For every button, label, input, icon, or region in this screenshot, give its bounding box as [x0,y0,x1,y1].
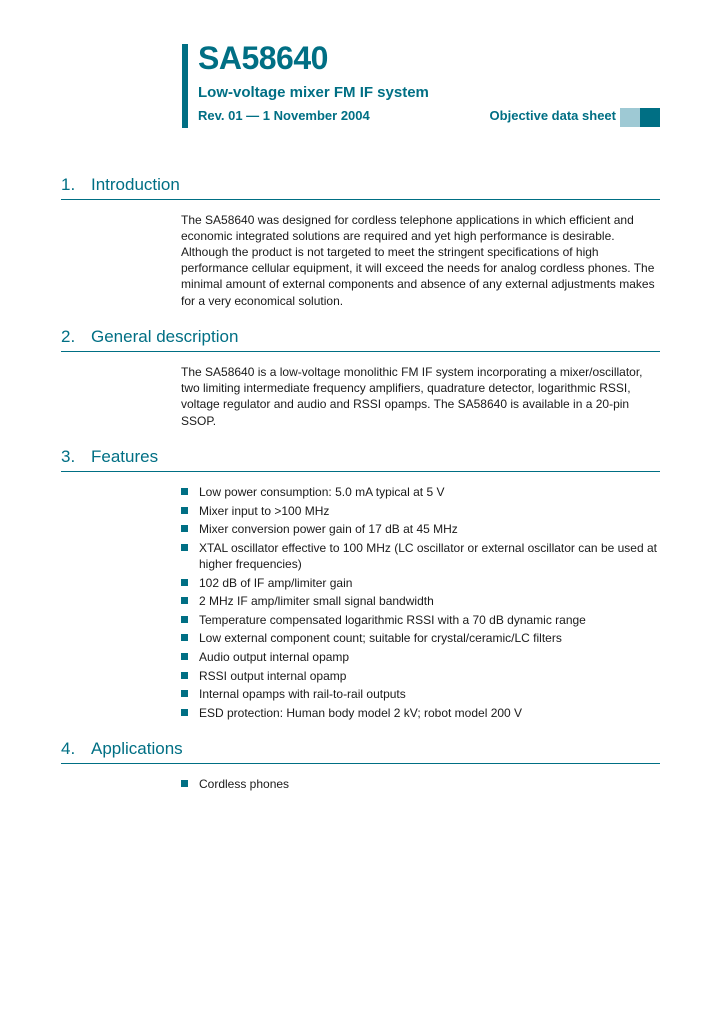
feature-text: RSSI output internal opamp [199,668,347,683]
section-number: 1. [61,175,76,194]
document-title: SA58640 [198,40,328,76]
feature-text: Mixer conversion power gain of 17 dB at 45 MHz [199,522,458,537]
square-bullet-icon [181,690,188,697]
feature-text: Mixer input to >100 MHz [199,503,330,518]
application-text: Cordless phones [199,777,290,791]
feature-text: 102 dB of IF amp/limiter gain [199,575,353,590]
square-bullet-icon [181,579,188,586]
section-introduction-heading [61,175,660,200]
square-bullet-icon [181,709,188,716]
list-item [181,668,661,684]
introduction-paragraph-1: The SA58640 was designed for cordless telephone applications in which efficient and economic integrated solutions are required and yet high performance is desirable. [181,213,634,244]
features-list [181,484,661,723]
list-item [181,575,661,591]
feature-text: Low power consumption: 5.0 mA typical at 5 V [199,485,445,499]
list-item [181,649,661,665]
list-item [181,686,661,702]
section-title: Introduction [91,175,180,194]
header-accent-bar [182,44,188,128]
square-bullet-icon [181,507,188,514]
section-title: Features [91,447,159,466]
document-type: Objective data sheet [489,108,616,123]
feature-text: 2 MHz IF amp/limiter small signal bandwidth [199,594,434,609]
section-general-description-heading [61,327,660,352]
general-description-paragraph: The SA58640 is a low-voltage monolithic FM IF system incorporating a mixer/oscillator, two limiting intermediate frequency amplifiers, quadrature detector, logarithmic RSSI, voltage regulator and audio and RSSI opamps. The SA58640 is available in a 20-pin SSOP. [181,365,643,428]
feature-text: Temperature compensated logarithmic RSSI with a 70 dB dynamic range [199,612,586,627]
section-applications-heading [61,739,660,764]
section-features-heading [61,447,660,472]
introduction-paragraph-2: Although the product is not targeted to meet the stringent specifications of high performance cellular equipment, it will exceed the needs for analog cordless phones. The minimal amount of external components and absence of any external adjustments makes for a very economical solution. [181,245,655,308]
feature-text: Audio output internal opamp [199,649,350,664]
list-item [181,521,661,537]
feature-text: ESD protection: Human body model 2 kV; robot model 200 V [199,705,523,720]
list-item [181,612,661,628]
section-number: 3. [61,447,76,466]
list-item [181,705,661,721]
list-item [181,776,661,792]
feature-text: Low external component count; suitable for crystal/ceramic/LC filters [199,631,562,646]
list-item [181,630,661,646]
list-item [181,593,661,609]
section-title: Applications [91,739,183,758]
feature-text: Internal opamps with rail-to-rail outputs [199,687,406,702]
list-item [181,484,661,500]
header-dark-square [640,108,660,127]
section-number: 4. [61,739,76,758]
square-bullet-icon [181,525,188,532]
square-bullet-icon [181,653,188,660]
header-light-square [620,108,640,127]
square-bullet-icon [181,616,188,623]
square-bullet-icon [181,544,188,551]
square-bullet-icon [181,672,188,679]
square-bullet-icon [181,634,188,641]
square-bullet-icon [181,488,188,495]
revision-line: Rev. 01 — 1 November 2004 [198,108,370,123]
applications-list [181,776,661,795]
list-item [181,503,661,519]
section-number: 2. [61,327,76,346]
square-bullet-icon [181,780,188,787]
square-bullet-icon [181,597,188,604]
feature-text: XTAL oscillator effective to 100 MHz (LC oscillator or external oscillator can be used at higher frequencies) [199,540,657,571]
list-item [181,540,661,572]
section-title: General description [91,327,239,346]
document-subtitle: Low-voltage mixer FM IF system [198,84,429,101]
